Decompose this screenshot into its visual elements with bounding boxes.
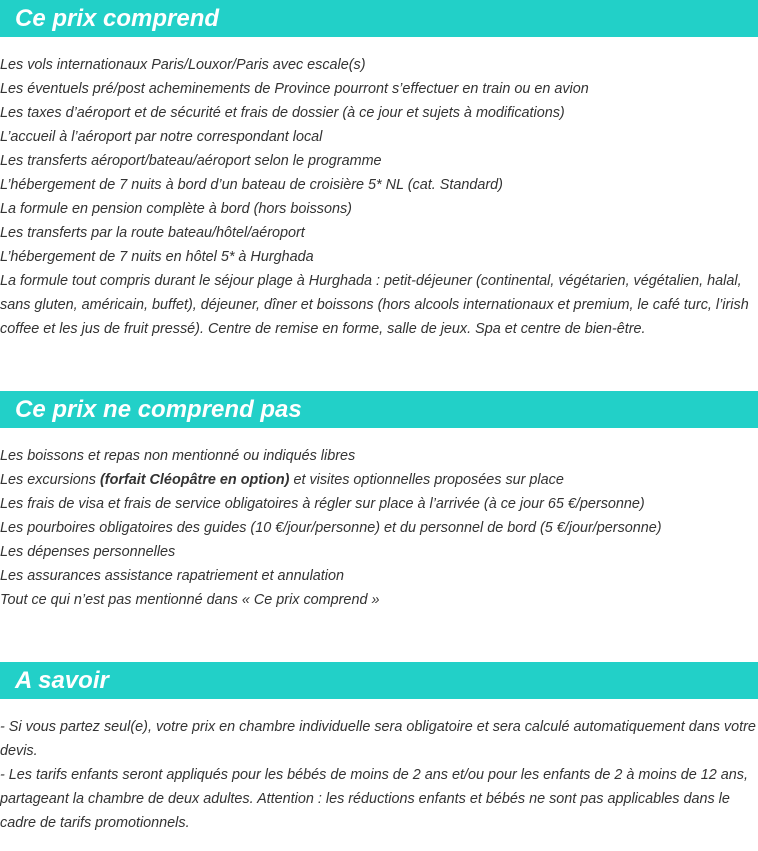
- excludes-item-other: Tout ce qui n’est pas mentionné dans « Ce prix comprend »: [0, 592, 380, 608]
- excludes-excursions-prefix: Les excursions: [0, 472, 100, 488]
- includes-item-full-board: La formule en pension complète à bord (hors boissons): [0, 201, 352, 217]
- includes-item-all-inclusive: La formule tout compris durant le séjour plage à Hurghada : petit-déjeuner (continental, végétarien, végétalien, halal, sans gluten, américain, buffet), déjeuner, dîner et boissons (hors alcools internationaux et premium, le café turc, l’irish coffee et les jus de fruit pressé). Centre de remise en forme, salle de jeux. Spa et centre de bien-être.: [0, 273, 749, 337]
- info-item-child-rates: - Les tarifs enfants seront appliqués pour les bébés de moins de 2 ans et/ou pour les enfants de 2 à moins de 12 ans, partageant la chambre de deux adultes. Attention : les réductions enfants et bébés ne sont pas applicables dans le cadre de tarifs promotionnels.: [0, 767, 748, 831]
- price-excludes-heading: Ce prix ne comprend pas: [0, 391, 758, 428]
- includes-item-taxes: Les taxes d’aéroport et de sécurité et frais de dossier (à ce jour et sujets à modifications): [0, 105, 565, 121]
- info-heading: A savoir: [0, 662, 758, 699]
- includes-item-airport-welcome: L’accueil à l’aéroport par notre correspondant local: [0, 129, 323, 145]
- includes-item-transfers: Les transferts aéroport/bateau/aéroport selon le programme: [0, 153, 382, 169]
- includes-item-flights: Les vols internationaux Paris/Louxor/Paris avec escale(s): [0, 57, 366, 73]
- excludes-item-personal-expenses: Les dépenses personnelles: [0, 544, 176, 560]
- info-section: [0, 662, 758, 835]
- includes-item-boat-accommodation: L’hébergement de 7 nuits à bord d’un bateau de croisière 5* NL (cat. Standard): [0, 177, 503, 193]
- price-includes-section: [0, 0, 758, 341]
- includes-item-road-transfers: Les transferts par la route bateau/hôtel/aéroport: [0, 225, 305, 241]
- includes-item-hotel-accommodation: L’hébergement de 7 nuits en hôtel 5* à Hurghada: [0, 249, 314, 265]
- excludes-item-drinks: Les boissons et repas non mentionné ou indiqués libres: [0, 448, 356, 464]
- excludes-item-excursions: [0, 468, 758, 492]
- excludes-item-visa: Les frais de visa et frais de service obligatoires à régler sur place à l’arrivée (à ce jour 65 €/personne): [0, 496, 645, 512]
- price-includes-list: [0, 37, 758, 341]
- excludes-excursions-suffix: et visites optionnelles proposées sur place: [289, 472, 564, 488]
- info-item-single-supplement: - Si vous partez seul(e), votre prix en chambre individuelle sera obligatoire et sera calculé automatiquement dans votre devis.: [0, 719, 756, 759]
- excludes-item-tips: Les pourboires obligatoires des guides (10 €/jour/personne) et du personnel de bord (5 €/jour/personne): [0, 520, 662, 536]
- price-includes-heading: Ce prix comprend: [0, 0, 758, 37]
- info-list: [0, 699, 758, 835]
- excludes-excursions-package: (forfait Cléopâtre en option): [99, 472, 290, 488]
- excludes-item-insurance: Les assurances assistance rapatriement et annulation: [0, 568, 344, 584]
- includes-item-pre-post-transport: Les éventuels pré/post acheminements de Province pourront s’effectuer en train ou en avion: [0, 81, 589, 97]
- price-excludes-list: [0, 428, 758, 612]
- price-excludes-section: [0, 391, 758, 612]
